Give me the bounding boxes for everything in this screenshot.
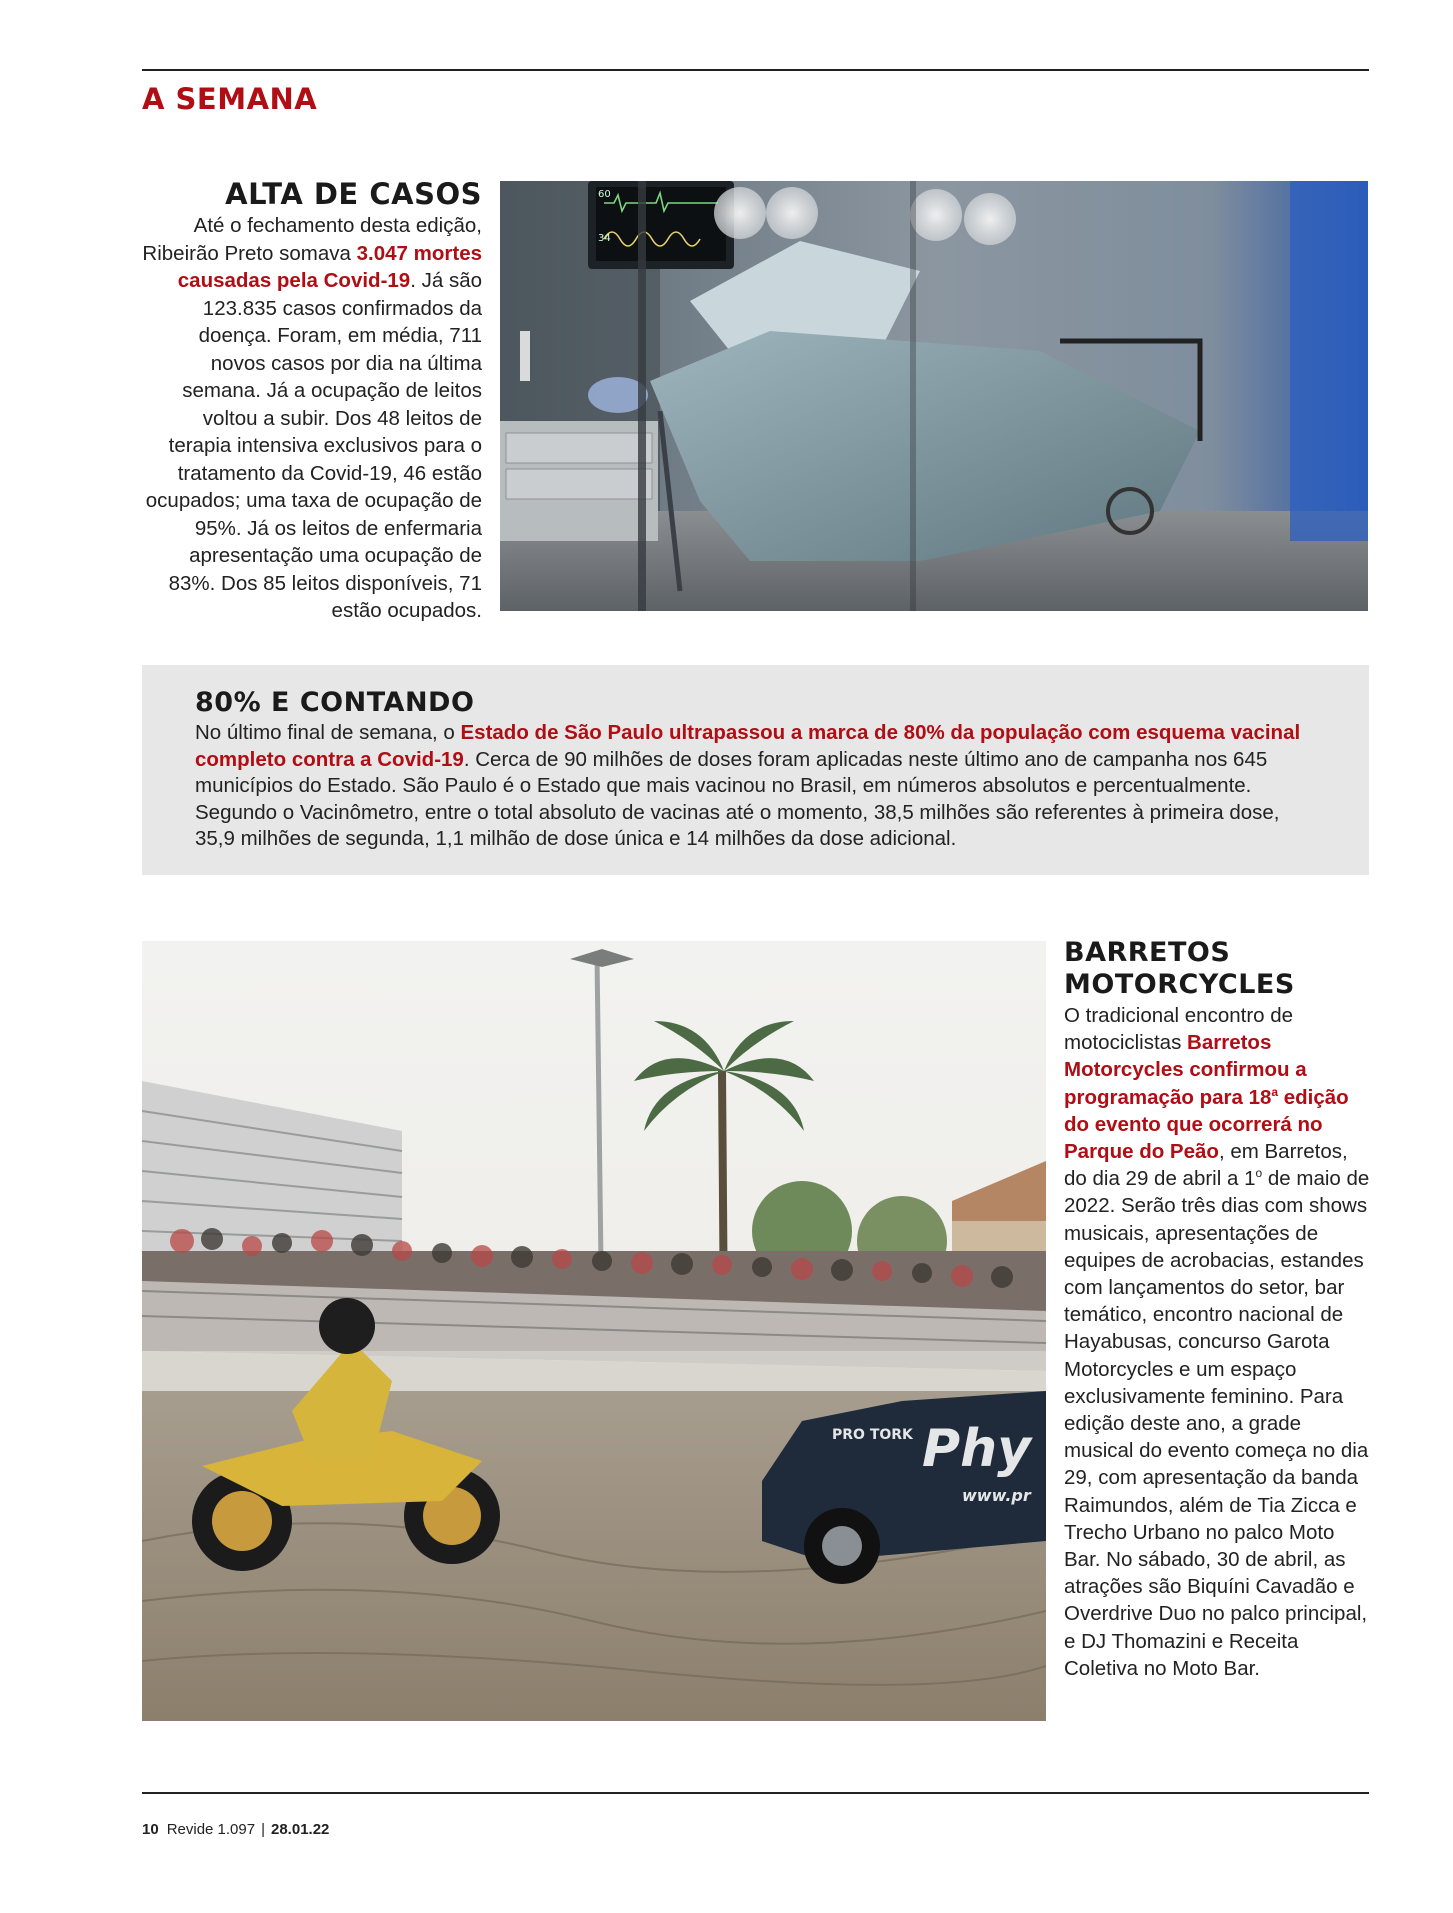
footer-separator: |: [261, 1821, 265, 1838]
svg-text:PRO TORK: PRO TORK: [832, 1427, 913, 1443]
article-casos-headline: ALTA DE CASOS: [225, 177, 482, 211]
article-vacina-body: No último final de semana, o Estado de São Paulo ultrapassou a marca de 80% da população com esquema vacinal completo contra a Covid-19. Cerca de 90 milhões de doses foram aplicadas neste último ano de campanha nos 645 municípios do Estado. São Paulo é o Estado que mais vacinou no Brasil, em números absolutos e percentualmente. Segundo o Vacinômetro, entre o total absoluto de vacinas até o momento, 38,5 milhões são referentes à primeira dose, 35,9 milhões de segunda, 1,1 milhão de dose única e 14 milhões da dose adicional.: [195, 721, 1301, 850]
svg-text:34: 34: [598, 233, 611, 244]
article-barretos-headline-1: BARRETOS: [1064, 937, 1231, 968]
top-rule: [142, 69, 1369, 71]
article-barretos-body: O tradicional encontro de motociclistas Barretos Motorcycles confirmou a programação para 18$^a$ edição do evento que ocorrerá no Parque do Peão, em Barretos, do dia 29 de abril a 1$^o$ de maio de 2022. Serão três dias com shows musicais, apresentações de equipes de acrobacias, estandes com lançamentos do setor, bar temático, encontro nacional de Hayabusas, concurso Garota Motorcycles e um espaço exclusivamente feminino. Para edição deste ano, a grade musical do evento começa no dia 29, com apresentação da banda Raimundos, além de Tia Zicca e Trecho Urbano no palco Moto Bar. No sábado, 30 de abril, as atrações são Biquíni Cavadão e Overdrive Duo no palco principal, e DJ Thomazini e Receita Coletiva no Moto Bar.: [1064, 1004, 1370, 1680]
magazine-issue: Revide 1.097: [166, 1821, 256, 1838]
article-casos-highlight: 3.047 mortes causadas pela Covid-19: [177, 241, 482, 292]
article-vacina-box: [142, 665, 1369, 875]
svg-text:Phy: Phy: [922, 1419, 1032, 1479]
issue-date: 28.01.22: [271, 1821, 330, 1838]
hospital-bed-photo: [500, 181, 1368, 611]
article-barretos: [1064, 938, 1374, 1682]
article-casos-body: Até o fechamento desta edição, Ribeirão Preto somava 3.047 mortes causadas pela Covid-19. Já são 123.835 casos confirmados da doença. Foram, em média, 711 novos casos por dia na última semana. Já a ocupação de leitos voltou a subir. Dos 48 leitos de terapia intensiva exclusivos para o tratamento da Covid-19, 46 estão ocupados; uma taxa de ocupação de 95%. Já os leitos de enfermaria apresentação uma ocupação de 83%. Dos 85 leitos disponíveis, 71 estão ocupados.: [142, 214, 482, 622]
page-footer: [142, 1821, 329, 1838]
bottom-rule: [142, 1792, 1369, 1794]
article-barretos-headline-2: MOTORCYCLES: [1064, 969, 1295, 1000]
svg-text:www.pr: www.pr: [962, 1486, 1031, 1505]
article-vacina-headline: 80% E CONTANDO: [195, 687, 475, 718]
section-title: A SEMANA: [142, 82, 318, 116]
svg-text:60: 60: [598, 189, 611, 200]
motorcycle-event-photo: [142, 941, 1046, 1721]
article-vacina: [195, 688, 1325, 853]
page-number: 10: [142, 1821, 159, 1838]
article-barretos-highlight: Barretos Motorcycles confirmou a programação para 18$^a$ edição do evento que ocorrerá no Parque do Peão: [1064, 1031, 1349, 1164]
article-casos: [142, 178, 482, 625]
article-vacina-highlight: Estado de São Paulo ultrapassou a marca de 80% da população com esquema vacinal completo contra a Covid-19: [195, 721, 1301, 771]
